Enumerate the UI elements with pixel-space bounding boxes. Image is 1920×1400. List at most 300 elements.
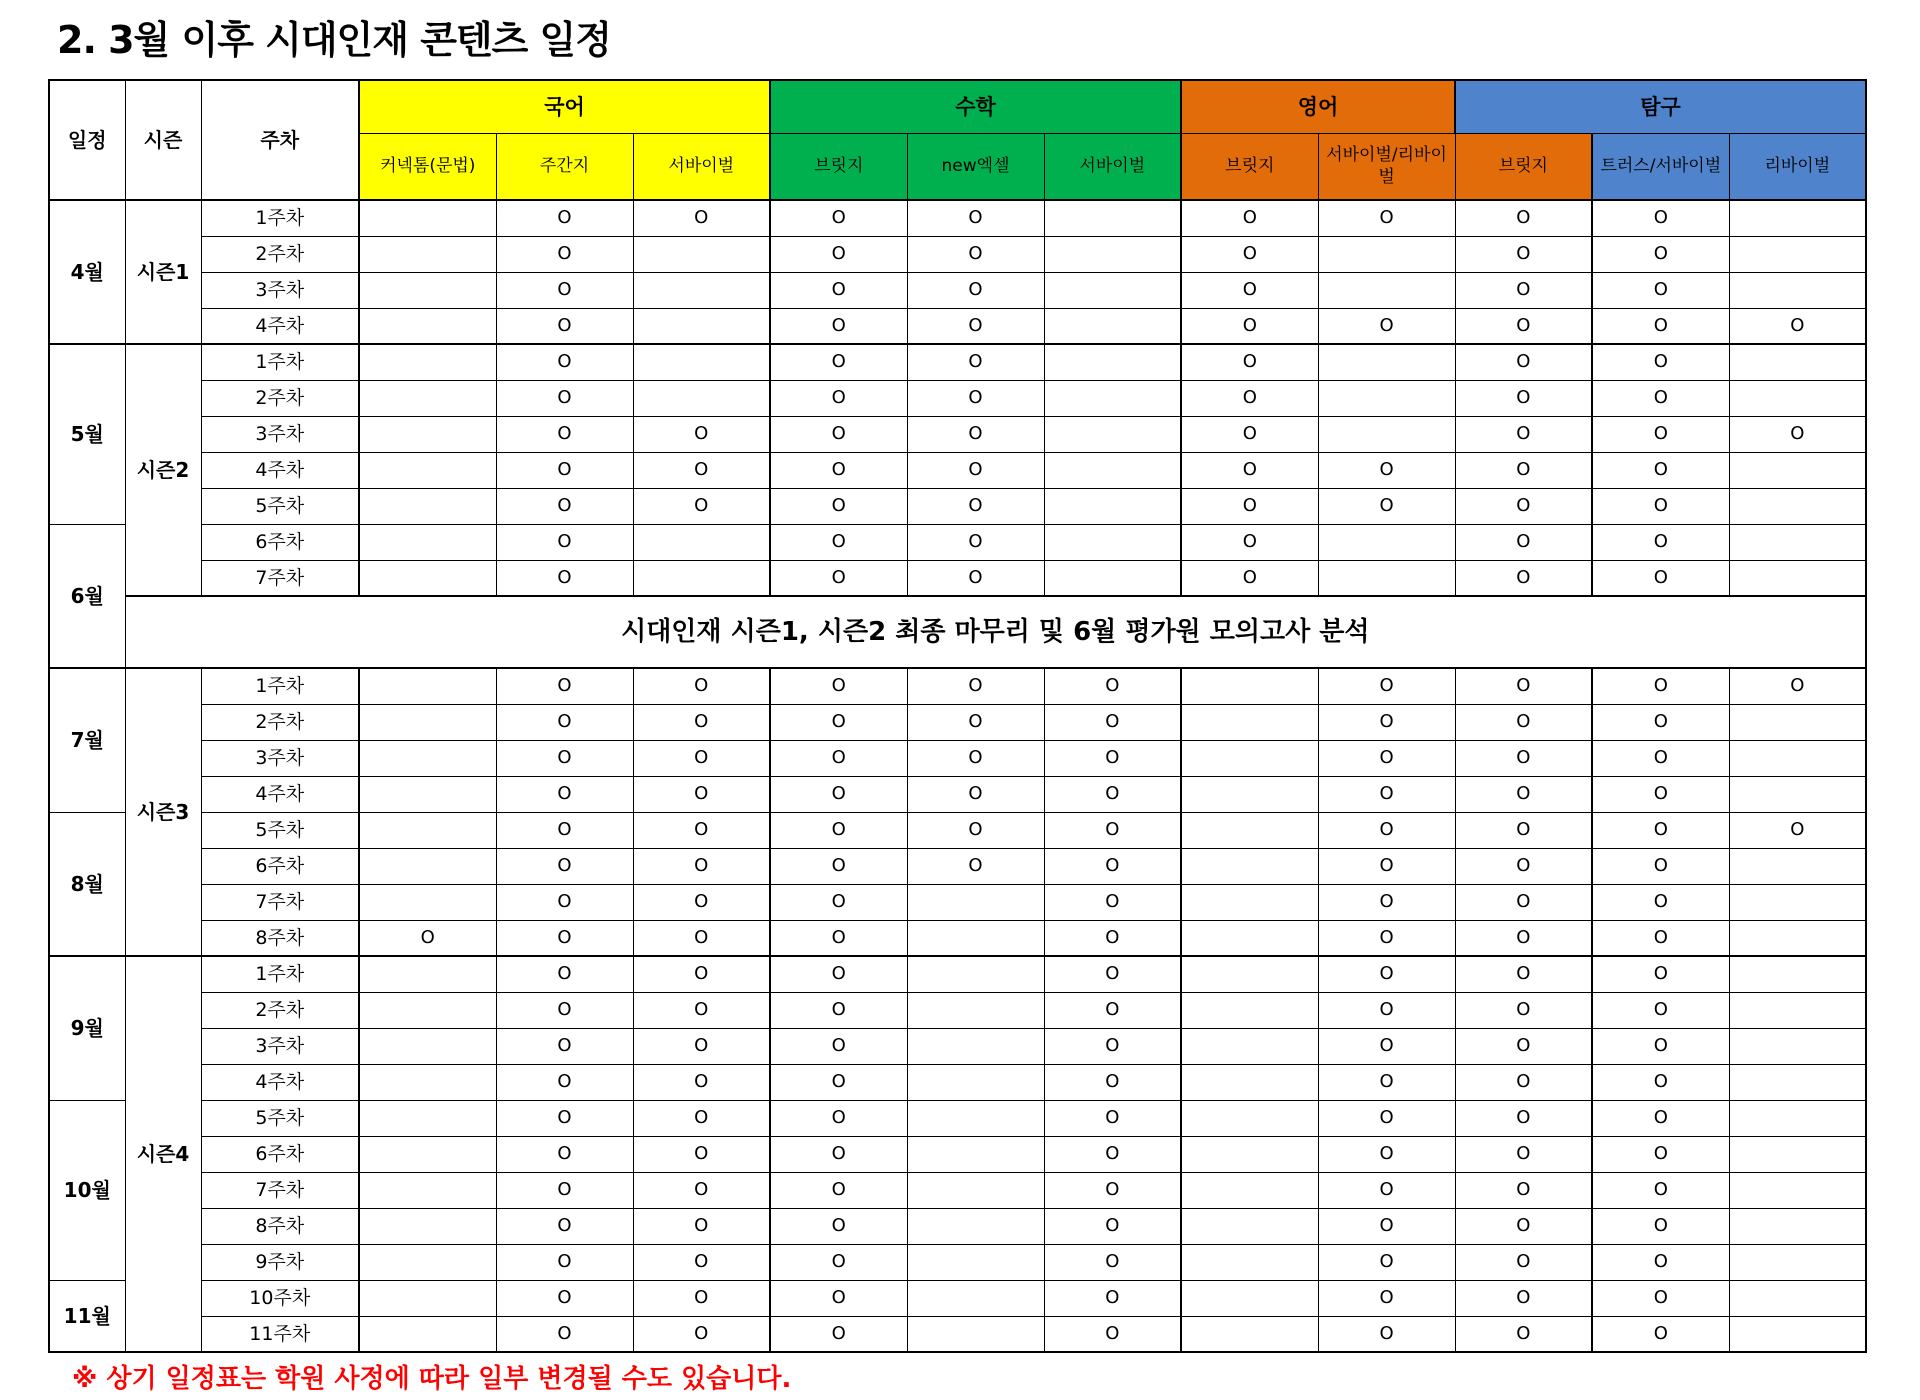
mark-cell — [1044, 380, 1181, 416]
mark-cell — [1181, 1316, 1318, 1352]
week-label: 2주차 — [201, 704, 359, 740]
mark-cell: O — [770, 452, 907, 488]
mark-cell — [1729, 452, 1866, 488]
mark-cell — [633, 524, 770, 560]
mark-cell: O — [907, 812, 1044, 848]
mark-cell: O — [1318, 452, 1455, 488]
week-label: 3주차 — [201, 740, 359, 776]
mark-cell — [1729, 1172, 1866, 1208]
mark-cell: O — [770, 848, 907, 884]
mark-cell: O — [496, 920, 633, 956]
week-label: 7주차 — [201, 1172, 359, 1208]
mark-cell: O — [1318, 1064, 1455, 1100]
mark-cell — [1181, 1172, 1318, 1208]
mark-cell: O — [907, 776, 1044, 812]
mark-cell: O — [496, 452, 633, 488]
mark-cell: O — [907, 272, 1044, 308]
mark-cell: O — [1592, 416, 1729, 452]
mark-cell: O — [1592, 380, 1729, 416]
subject-bridge: 브릿지 — [1181, 133, 1318, 200]
mark-cell: O — [1592, 884, 1729, 920]
week-label: 3주차 — [201, 416, 359, 452]
mark-cell: O — [496, 344, 633, 380]
mark-cell: O — [1044, 1208, 1181, 1244]
mark-cell — [1729, 704, 1866, 740]
mark-cell — [359, 344, 496, 380]
mark-cell: O — [1455, 1100, 1592, 1136]
mark-cell — [633, 380, 770, 416]
mark-cell — [633, 272, 770, 308]
mark-cell — [359, 1244, 496, 1280]
mark-cell — [1729, 1100, 1866, 1136]
mark-cell: O — [1181, 524, 1318, 560]
mark-cell: O — [633, 776, 770, 812]
mark-cell: O — [1044, 1244, 1181, 1280]
mark-cell: O — [1318, 1136, 1455, 1172]
month-jun: 6월 — [49, 524, 125, 668]
mark-cell: O — [1455, 1172, 1592, 1208]
week-label: 4주차 — [201, 308, 359, 344]
subject-survival: 서바이벌 — [1044, 133, 1181, 200]
week-label: 1주차 — [201, 668, 359, 704]
mark-cell: O — [1592, 1316, 1729, 1352]
mark-cell: O — [1729, 812, 1866, 848]
mark-cell: O — [1455, 848, 1592, 884]
table-row — [49, 200, 1866, 236]
mark-cell — [359, 1064, 496, 1100]
mark-cell — [907, 1136, 1044, 1172]
mark-cell — [359, 272, 496, 308]
mark-cell — [1729, 200, 1866, 236]
mark-cell: O — [496, 308, 633, 344]
mark-cell: O — [1592, 848, 1729, 884]
table-row — [49, 416, 1866, 452]
table-row — [49, 704, 1866, 740]
mark-cell — [1044, 272, 1181, 308]
mark-cell — [359, 740, 496, 776]
mark-cell: O — [1044, 1280, 1181, 1316]
mark-cell: O — [1044, 920, 1181, 956]
mark-cell — [1181, 812, 1318, 848]
mark-cell: O — [633, 1136, 770, 1172]
mark-cell: O — [770, 1172, 907, 1208]
mark-cell: O — [633, 812, 770, 848]
mark-cell: O — [1592, 812, 1729, 848]
mark-cell: O — [1318, 704, 1455, 740]
mark-cell — [1044, 488, 1181, 524]
mark-cell — [359, 380, 496, 416]
table-row — [49, 776, 1866, 812]
mark-cell: O — [770, 1316, 907, 1352]
season-2: 시즌2 — [125, 344, 201, 596]
mark-cell: O — [1592, 1208, 1729, 1244]
mark-cell — [907, 956, 1044, 992]
page-title: 2. 3월 이후 시대인재 콘텐츠 일정 — [57, 18, 611, 62]
mark-cell: O — [1592, 776, 1729, 812]
mark-cell — [1318, 380, 1455, 416]
mark-cell — [1044, 344, 1181, 380]
mark-cell: O — [496, 992, 633, 1028]
mark-cell — [1181, 1100, 1318, 1136]
mark-cell: O — [633, 1244, 770, 1280]
mark-cell: O — [496, 524, 633, 560]
mark-cell: O — [1455, 1208, 1592, 1244]
mark-cell: O — [633, 1280, 770, 1316]
table-row — [49, 1028, 1866, 1064]
mark-cell: O — [1455, 992, 1592, 1028]
mark-cell: O — [496, 740, 633, 776]
subject-trust-survival: 트러스/서바이벌 — [1592, 133, 1729, 200]
table-row — [49, 1172, 1866, 1208]
mark-cell — [359, 1136, 496, 1172]
week-label: 7주차 — [201, 884, 359, 920]
mark-cell — [1181, 740, 1318, 776]
month-sep: 9월 — [49, 956, 125, 1100]
mark-cell: O — [1455, 776, 1592, 812]
category-english: 영어 — [1181, 80, 1455, 133]
mark-cell — [1729, 560, 1866, 596]
season-banner: 시대인재 시즌1, 시즌2 최종 마무리 및 6월 평가원 모의고사 분석 — [125, 596, 1866, 668]
mark-cell — [907, 1244, 1044, 1280]
mark-cell — [1181, 956, 1318, 992]
mark-cell: O — [1455, 380, 1592, 416]
mark-cell — [1729, 920, 1866, 956]
mark-cell: O — [1592, 524, 1729, 560]
subject-survival: 서바이벌 — [633, 133, 770, 200]
mark-cell — [1729, 272, 1866, 308]
mark-cell: O — [1592, 1136, 1729, 1172]
mark-cell: O — [770, 236, 907, 272]
week-label: 5주차 — [201, 488, 359, 524]
mark-cell — [907, 1280, 1044, 1316]
mark-cell: O — [770, 380, 907, 416]
mark-cell: O — [1181, 272, 1318, 308]
mark-cell: O — [1318, 1316, 1455, 1352]
mark-cell — [1181, 920, 1318, 956]
mark-cell: O — [1455, 1280, 1592, 1316]
mark-cell: O — [496, 1316, 633, 1352]
mark-cell: O — [770, 776, 907, 812]
season-1: 시즌1 — [125, 200, 201, 344]
subject-revival: 리바이벌 — [1729, 133, 1866, 200]
mark-cell — [1729, 524, 1866, 560]
mark-cell — [359, 992, 496, 1028]
mark-cell: O — [496, 1244, 633, 1280]
mark-cell: O — [1181, 416, 1318, 452]
mark-cell: O — [1592, 920, 1729, 956]
mark-cell — [1729, 380, 1866, 416]
mark-cell: O — [907, 200, 1044, 236]
mark-cell: O — [496, 1028, 633, 1064]
mark-cell: O — [633, 1100, 770, 1136]
week-label: 1주차 — [201, 956, 359, 992]
mark-cell: O — [359, 920, 496, 956]
mark-cell: O — [633, 668, 770, 704]
mark-cell — [359, 1100, 496, 1136]
mark-cell: O — [1318, 1028, 1455, 1064]
mark-cell: O — [1181, 452, 1318, 488]
subject-survival-revival: 서바이벌/리바이벌 — [1318, 133, 1455, 200]
mark-cell: O — [1455, 272, 1592, 308]
mark-cell: O — [496, 956, 633, 992]
mark-cell: O — [496, 380, 633, 416]
mark-cell: O — [770, 668, 907, 704]
mark-cell — [1729, 848, 1866, 884]
mark-cell — [359, 884, 496, 920]
mark-cell — [359, 1280, 496, 1316]
mark-cell: O — [770, 524, 907, 560]
mark-cell — [1044, 452, 1181, 488]
mark-cell: O — [770, 272, 907, 308]
mark-cell: O — [770, 488, 907, 524]
subject-bridge: 브릿지 — [1455, 133, 1592, 200]
mark-cell — [1181, 1208, 1318, 1244]
mark-cell: O — [1455, 524, 1592, 560]
mark-cell — [359, 668, 496, 704]
mark-cell: O — [907, 236, 1044, 272]
table-row — [49, 380, 1866, 416]
mark-cell: O — [770, 704, 907, 740]
mark-cell: O — [1729, 416, 1866, 452]
mark-cell: O — [1044, 1172, 1181, 1208]
mark-cell: O — [633, 488, 770, 524]
mark-cell: O — [1455, 740, 1592, 776]
mark-cell: O — [1455, 956, 1592, 992]
mark-cell — [907, 1172, 1044, 1208]
mark-cell — [359, 812, 496, 848]
table-row — [49, 1136, 1866, 1172]
header-row-categories — [49, 80, 1866, 133]
mark-cell: O — [496, 704, 633, 740]
mark-cell — [1044, 560, 1181, 596]
mark-cell — [907, 1028, 1044, 1064]
category-korean: 국어 — [359, 80, 770, 133]
mark-cell: O — [496, 1100, 633, 1136]
table-row — [49, 740, 1866, 776]
mark-cell: O — [496, 1172, 633, 1208]
mark-cell: O — [496, 1208, 633, 1244]
disclaimer-note: ※ 상기 일정표는 학원 사정에 따라 일부 변경될 수도 있습니다. — [72, 1364, 792, 1394]
mark-cell: O — [907, 704, 1044, 740]
mark-cell — [359, 488, 496, 524]
mark-cell: O — [1044, 740, 1181, 776]
mark-cell: O — [1455, 1028, 1592, 1064]
mark-cell — [1729, 1028, 1866, 1064]
mark-cell — [1181, 668, 1318, 704]
mark-cell — [633, 308, 770, 344]
mark-cell: O — [1044, 884, 1181, 920]
table-row — [49, 668, 1866, 704]
mark-cell: O — [1318, 668, 1455, 704]
mark-cell: O — [496, 416, 633, 452]
mark-cell: O — [633, 200, 770, 236]
mark-cell: O — [1044, 992, 1181, 1028]
mark-cell: O — [907, 380, 1044, 416]
week-label: 4주차 — [201, 1064, 359, 1100]
mark-cell: O — [770, 920, 907, 956]
table-row — [49, 812, 1866, 848]
mark-cell: O — [1455, 308, 1592, 344]
mark-cell: O — [770, 308, 907, 344]
table-row — [49, 344, 1866, 380]
subject-new-excel: new엑셀 — [907, 133, 1044, 200]
table-row — [49, 920, 1866, 956]
week-label: 2주차 — [201, 236, 359, 272]
mark-cell: O — [1592, 704, 1729, 740]
mark-cell — [359, 704, 496, 740]
mark-cell: O — [633, 1172, 770, 1208]
mark-cell: O — [633, 1064, 770, 1100]
week-label: 11주차 — [201, 1316, 359, 1352]
mark-cell: O — [1318, 956, 1455, 992]
mark-cell: O — [1592, 344, 1729, 380]
mark-cell — [1729, 344, 1866, 380]
table-row — [49, 488, 1866, 524]
mark-cell: O — [1181, 488, 1318, 524]
mark-cell: O — [1455, 560, 1592, 596]
mark-cell — [359, 1208, 496, 1244]
mark-cell: O — [1592, 308, 1729, 344]
week-label: 8주차 — [201, 1208, 359, 1244]
mark-cell: O — [496, 272, 633, 308]
table-row — [49, 560, 1866, 596]
mark-cell — [1729, 1280, 1866, 1316]
mark-cell: O — [1318, 308, 1455, 344]
mark-cell: O — [907, 524, 1044, 560]
mark-cell: O — [1729, 668, 1866, 704]
mark-cell: O — [907, 308, 1044, 344]
mark-cell — [1044, 524, 1181, 560]
week-label: 1주차 — [201, 200, 359, 236]
mark-cell — [633, 236, 770, 272]
mark-cell — [1318, 344, 1455, 380]
mark-cell: O — [770, 812, 907, 848]
week-label: 8주차 — [201, 920, 359, 956]
mark-cell: O — [770, 740, 907, 776]
mark-cell: O — [1318, 776, 1455, 812]
mark-cell: O — [907, 344, 1044, 380]
mark-cell — [359, 1172, 496, 1208]
week-label: 3주차 — [201, 1028, 359, 1064]
mark-cell: O — [1044, 1316, 1181, 1352]
mark-cell: O — [1318, 1244, 1455, 1280]
mark-cell — [1181, 884, 1318, 920]
week-label: 5주차 — [201, 1100, 359, 1136]
mark-cell — [1318, 524, 1455, 560]
mark-cell: O — [1455, 704, 1592, 740]
mark-cell: O — [633, 920, 770, 956]
mark-cell: O — [1455, 488, 1592, 524]
mark-cell: O — [1044, 848, 1181, 884]
mark-cell: O — [1318, 1100, 1455, 1136]
week-label: 2주차 — [201, 380, 359, 416]
mark-cell — [1729, 1244, 1866, 1280]
mark-cell: O — [1318, 1172, 1455, 1208]
mark-cell — [633, 560, 770, 596]
mark-cell — [359, 776, 496, 812]
mark-cell: O — [1318, 884, 1455, 920]
mark-cell: O — [1592, 452, 1729, 488]
mark-cell — [1729, 1316, 1866, 1352]
mark-cell — [359, 956, 496, 992]
mark-cell — [359, 1028, 496, 1064]
mark-cell: O — [633, 416, 770, 452]
mark-cell — [1729, 740, 1866, 776]
mark-cell: O — [633, 1208, 770, 1244]
mark-cell: O — [907, 560, 1044, 596]
mark-cell: O — [496, 668, 633, 704]
mark-cell: O — [1592, 1172, 1729, 1208]
mark-cell: O — [1592, 956, 1729, 992]
mark-cell: O — [1318, 992, 1455, 1028]
mark-cell — [1729, 884, 1866, 920]
mark-cell: O — [1318, 1208, 1455, 1244]
table-row — [49, 236, 1866, 272]
subject-connectome: 커넥톰(문법) — [359, 133, 496, 200]
mark-cell: O — [633, 992, 770, 1028]
mark-cell: O — [1592, 236, 1729, 272]
mark-cell: O — [1455, 200, 1592, 236]
mark-cell: O — [907, 668, 1044, 704]
table-row — [49, 1280, 1866, 1316]
mark-cell: O — [1592, 272, 1729, 308]
mark-cell: O — [770, 1100, 907, 1136]
mark-cell — [907, 1064, 1044, 1100]
mark-cell: O — [1181, 380, 1318, 416]
mark-cell — [1181, 992, 1318, 1028]
mark-cell: O — [633, 1028, 770, 1064]
mark-cell: O — [496, 1064, 633, 1100]
mark-cell: O — [770, 1136, 907, 1172]
mark-cell: O — [1181, 344, 1318, 380]
mark-cell: O — [1318, 740, 1455, 776]
table-row — [49, 992, 1866, 1028]
mark-cell: O — [1592, 992, 1729, 1028]
season-4: 시즌4 — [125, 956, 201, 1352]
mark-cell: O — [1592, 1100, 1729, 1136]
mark-cell: O — [496, 1136, 633, 1172]
mark-cell: O — [770, 1028, 907, 1064]
mark-cell: O — [1455, 668, 1592, 704]
mark-cell: O — [1455, 1136, 1592, 1172]
week-label: 1주차 — [201, 344, 359, 380]
mark-cell: O — [633, 740, 770, 776]
mark-cell: O — [1181, 560, 1318, 596]
mark-cell — [907, 1208, 1044, 1244]
table-row — [49, 1208, 1866, 1244]
mark-cell: O — [633, 1316, 770, 1352]
mark-cell: O — [907, 740, 1044, 776]
mark-cell — [1181, 1280, 1318, 1316]
mark-cell: O — [496, 1280, 633, 1316]
week-label: 10주차 — [201, 1280, 359, 1316]
banner-row — [49, 596, 1866, 668]
mark-cell — [1044, 308, 1181, 344]
mark-cell — [1318, 560, 1455, 596]
week-label: 7주차 — [201, 560, 359, 596]
mark-cell: O — [633, 884, 770, 920]
mark-cell: O — [1592, 488, 1729, 524]
mark-cell: O — [1455, 812, 1592, 848]
mark-cell: O — [1044, 956, 1181, 992]
mark-cell — [359, 452, 496, 488]
mark-cell: O — [1044, 1064, 1181, 1100]
mark-cell — [1729, 1136, 1866, 1172]
mark-cell: O — [770, 1208, 907, 1244]
mark-cell — [1729, 1064, 1866, 1100]
mark-cell: O — [633, 452, 770, 488]
mark-cell: O — [1181, 236, 1318, 272]
